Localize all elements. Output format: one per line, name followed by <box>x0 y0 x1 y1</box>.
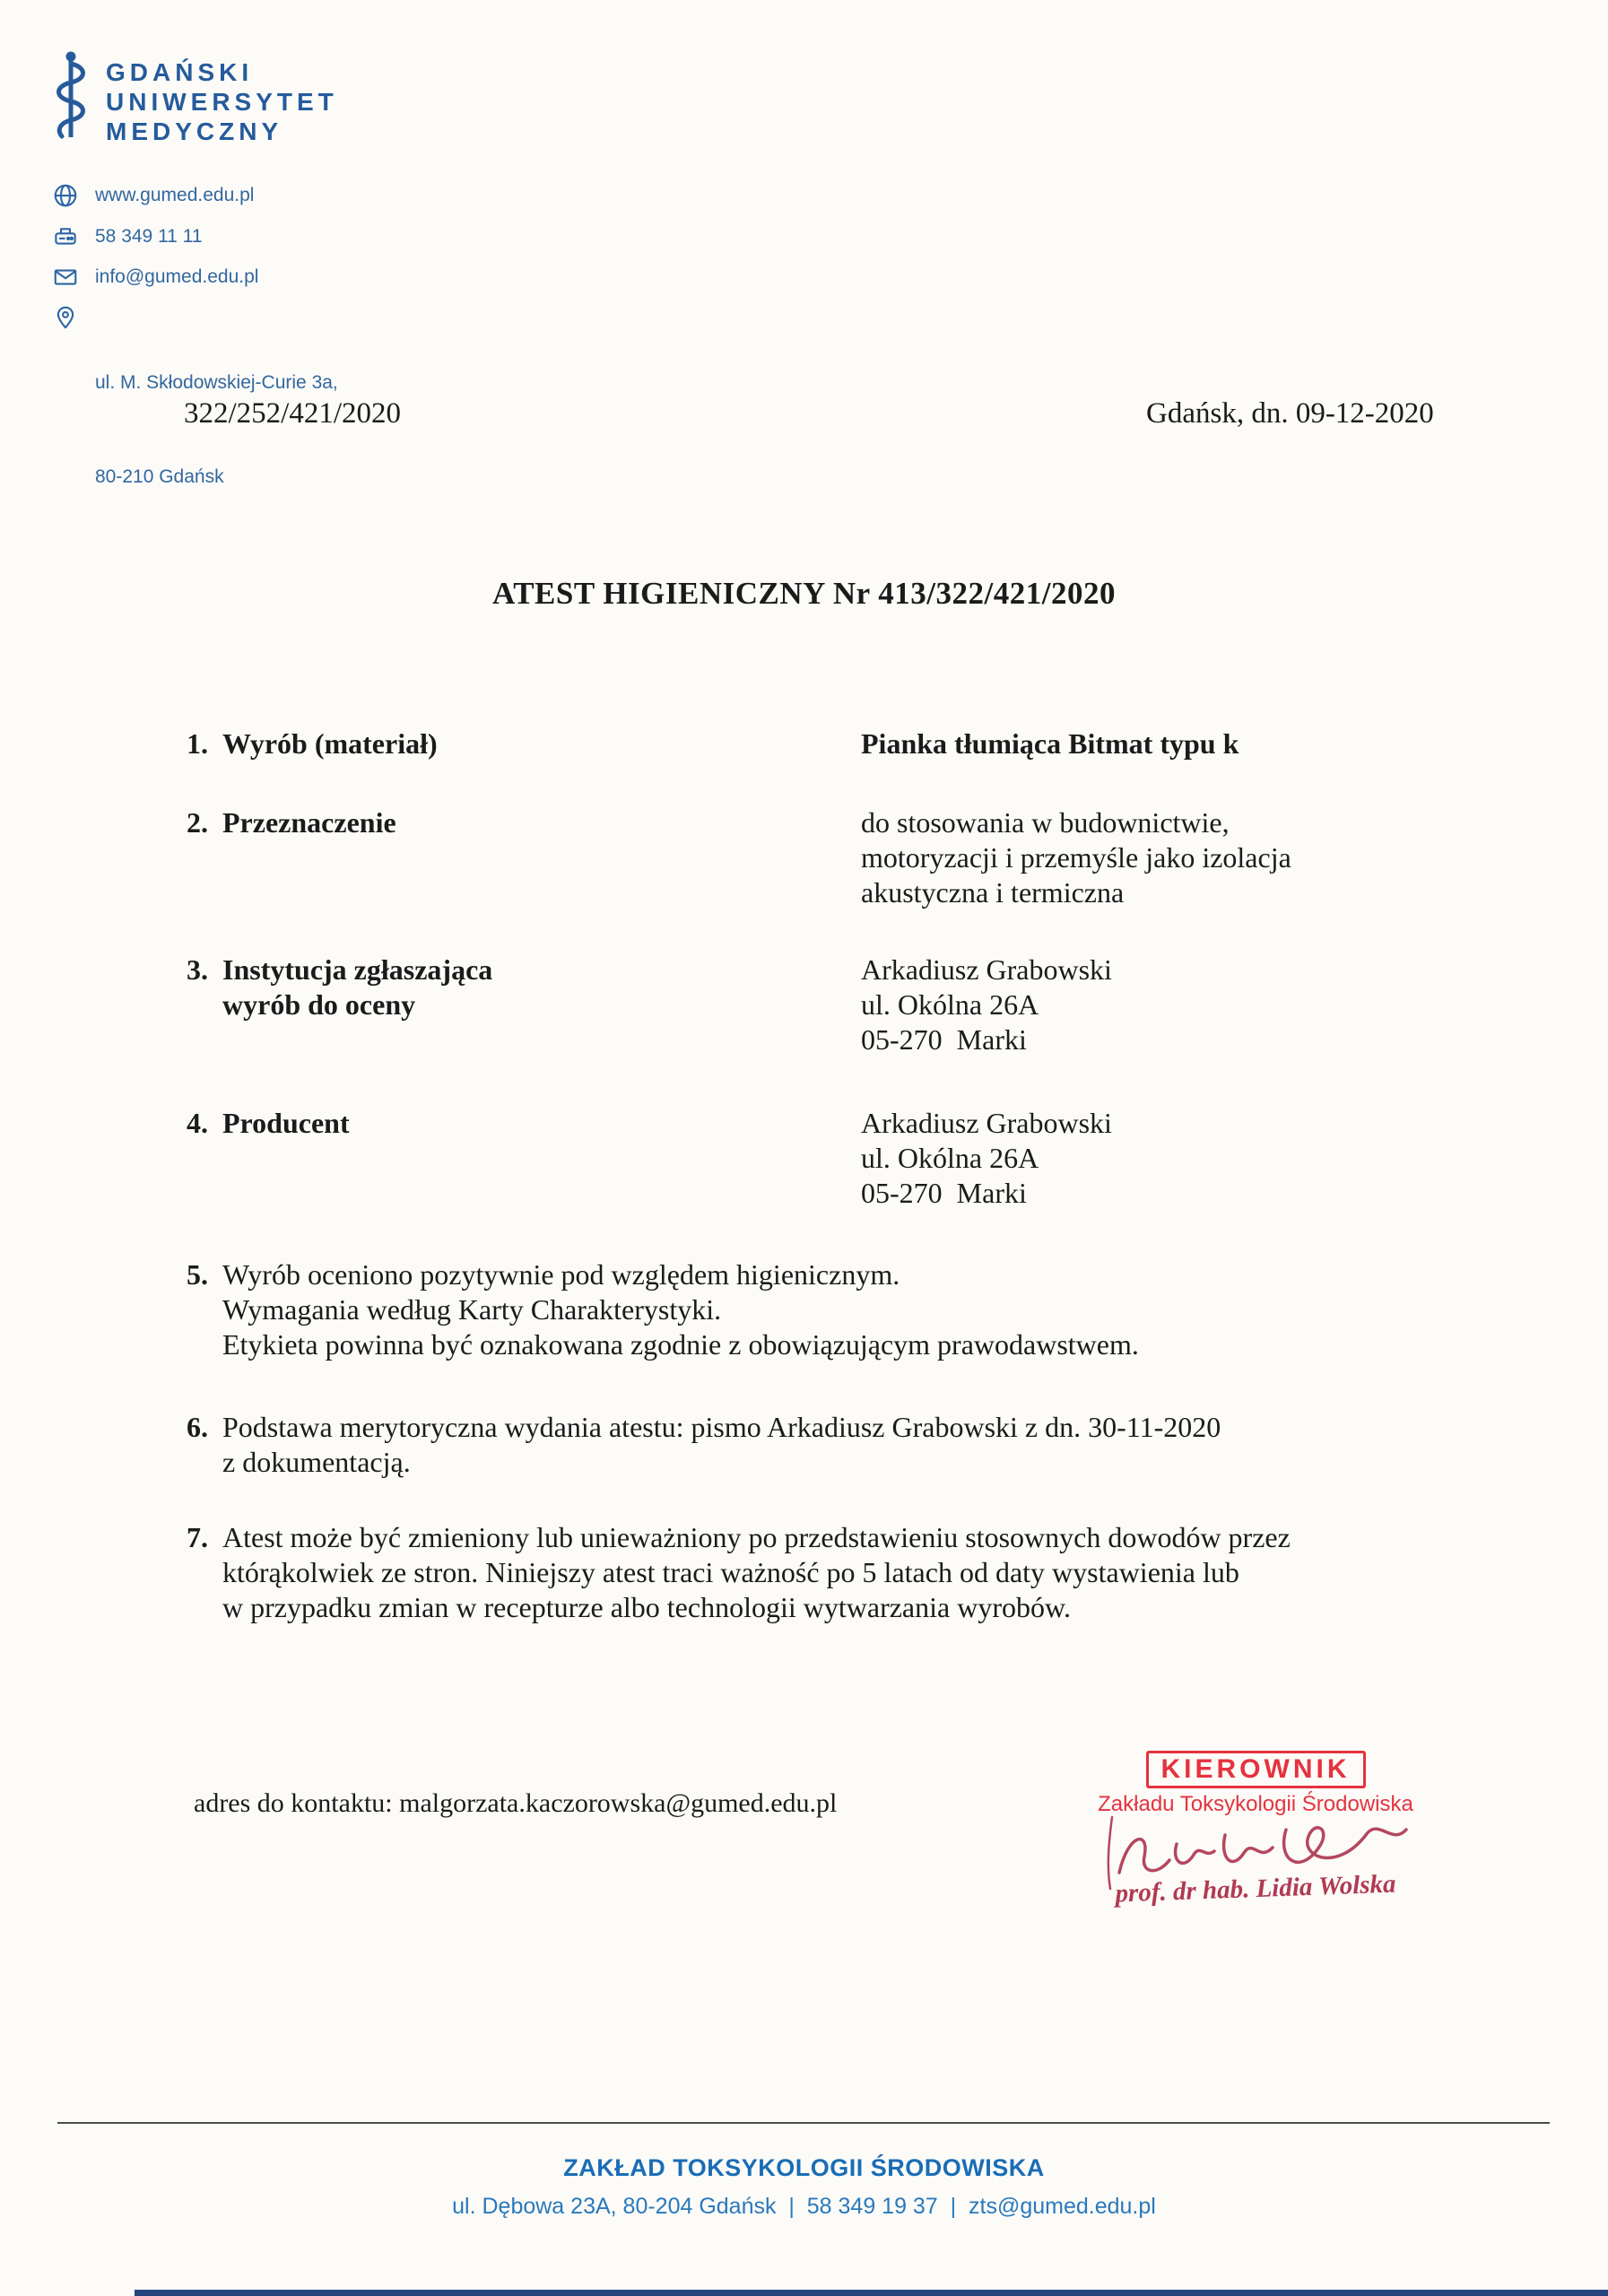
item-number: 2. <box>187 806 208 839</box>
paragraph-text <box>222 1410 1221 1480</box>
paragraph-number: 5. <box>187 1258 208 1291</box>
footer-address: ul. Dębowa 23A, 80-204 Gdańsk | 58 349 19 37 | zts@gumed.edu.pl <box>452 2194 1156 2219</box>
item-2-label <box>187 805 396 840</box>
contact-email-line: adres do kontaktu: malgorzata.kaczorowska@gumed.edu.pl <box>194 1788 838 1818</box>
item-number: 4. <box>187 1107 208 1139</box>
paragraph-line: Etykieta powinna być oznakowana zgodnie z obowiązującym prawodawstwem. <box>222 1328 1139 1361</box>
paragraph-line: Wymagania według Karty Charakterystyki. <box>222 1293 722 1326</box>
logo-line-1: GDAŃSKI <box>106 58 254 86</box>
address-line-2: 80-210 Gdańsk <box>95 466 224 487</box>
item-label-line: Instytucja zgłaszająca <box>222 953 493 986</box>
university-name <box>106 57 338 146</box>
paragraph-line: Wyrób oceniono pozytywnie pod względem higienicznym. <box>222 1258 900 1291</box>
item-value-line: 05-270 Marki <box>861 1023 1027 1056</box>
item-value-line: Arkadiusz Grabowski <box>861 953 1112 986</box>
paragraph-text <box>222 1520 1291 1625</box>
item-1-label <box>187 726 438 761</box>
item-label-text <box>222 952 492 1022</box>
address-line-1: ul. M. Skłodowskiej-Curie 3a, <box>95 372 338 393</box>
stamp-subtitle: Zakładu Toksykologii Środowiska <box>1098 1792 1413 1816</box>
item-value-line: 05-270 Marki <box>861 1177 1027 1209</box>
phone-text: 58 349 11 11 <box>95 226 203 247</box>
item-4-value <box>861 1106 1112 1211</box>
paragraph-number: 7. <box>187 1521 208 1553</box>
envelope-icon <box>52 264 79 291</box>
logo-line-3: MEDYCZNY <box>106 117 283 145</box>
item-value-line: Arkadiusz Grabowski <box>861 1107 1112 1139</box>
website-text: www.gumed.edu.pl <box>95 185 255 205</box>
item-value-line: motoryzacji i przemyśle jako izolacja <box>861 841 1291 874</box>
item-value-line: akustyczna i termiczna <box>861 876 1125 909</box>
item-label-text: Wyrób (materiał) <box>222 727 438 760</box>
paragraph-6 <box>187 1410 1221 1480</box>
paragraph-5 <box>187 1257 1139 1362</box>
paragraph-line: Atest może być zmieniony lub unieważniony po przedstawieniu stosownych dowodów przez <box>222 1521 1291 1553</box>
map-pin-icon <box>52 304 79 331</box>
item-value-line: Pianka tłumiąca Bitmat typu k <box>861 727 1239 760</box>
footer-department: ZAKŁAD TOKSYKOLOGII ŚRODOWISKA <box>563 2154 1045 2181</box>
scan-bottom-edge <box>135 2290 1608 2296</box>
contact-email-row <box>52 264 258 291</box>
item-value-line: ul. Okólna 26A <box>861 988 1039 1021</box>
contact-phone-row <box>52 223 203 250</box>
caduceus-logo-icon <box>50 48 91 140</box>
university-logo <box>50 48 338 146</box>
footer-divider <box>57 2122 1550 2124</box>
paragraph-line: Podstawa merytoryczna wydania atestu: pismo Arkadiusz Grabowski z dn. 30-11-2020 <box>222 1411 1221 1443</box>
item-value-line: ul. Okólna 26A <box>861 1142 1039 1174</box>
item-label-line: wyrób do oceny <box>222 988 416 1021</box>
item-3-label <box>187 952 492 1022</box>
approval-stamp <box>1049 1751 1462 1909</box>
contact-website-row <box>52 182 254 209</box>
fax-phone-icon <box>52 223 79 250</box>
stamp-title: KIEROWNIK <box>1146 1751 1366 1788</box>
item-2-value <box>861 805 1291 910</box>
item-4-label <box>187 1106 350 1141</box>
globe-icon <box>52 182 79 209</box>
item-number: 1. <box>187 727 208 760</box>
paragraph-text <box>222 1257 1139 1362</box>
item-1-value <box>861 726 1239 761</box>
paragraph-line: którąkolwiek ze stron. Niniejszy atest traci ważność po 5 latach od daty wystawienia lub <box>222 1556 1239 1588</box>
signatory-name: prof. dr hab. Lidia Wolska <box>1114 1869 1397 1909</box>
paragraph-number: 6. <box>187 1411 208 1443</box>
reference-number: 322/252/421/2020 <box>184 397 402 430</box>
place-and-date: Gdańsk, dn. 09-12-2020 <box>1146 397 1434 430</box>
item-label-text: Producent <box>222 1107 350 1139</box>
paragraph-line: z dokumentacją. <box>222 1446 411 1478</box>
paragraph-line: w przypadku zmian w recepturze albo technologii wytwarzania wyrobów. <box>222 1591 1072 1623</box>
paragraph-7 <box>187 1520 1291 1625</box>
document-title: ATEST HIGIENICZNY Nr 413/322/421/2020 <box>492 576 1116 611</box>
item-number: 3. <box>187 953 208 986</box>
item-value-line: do stosowania w budownictwie, <box>861 806 1230 839</box>
item-label-text: Przeznaczenie <box>222 806 396 839</box>
logo-line-2: UNIWERSYTET <box>106 88 338 116</box>
item-3-value <box>861 952 1112 1057</box>
email-text: info@gumed.edu.pl <box>95 266 259 287</box>
